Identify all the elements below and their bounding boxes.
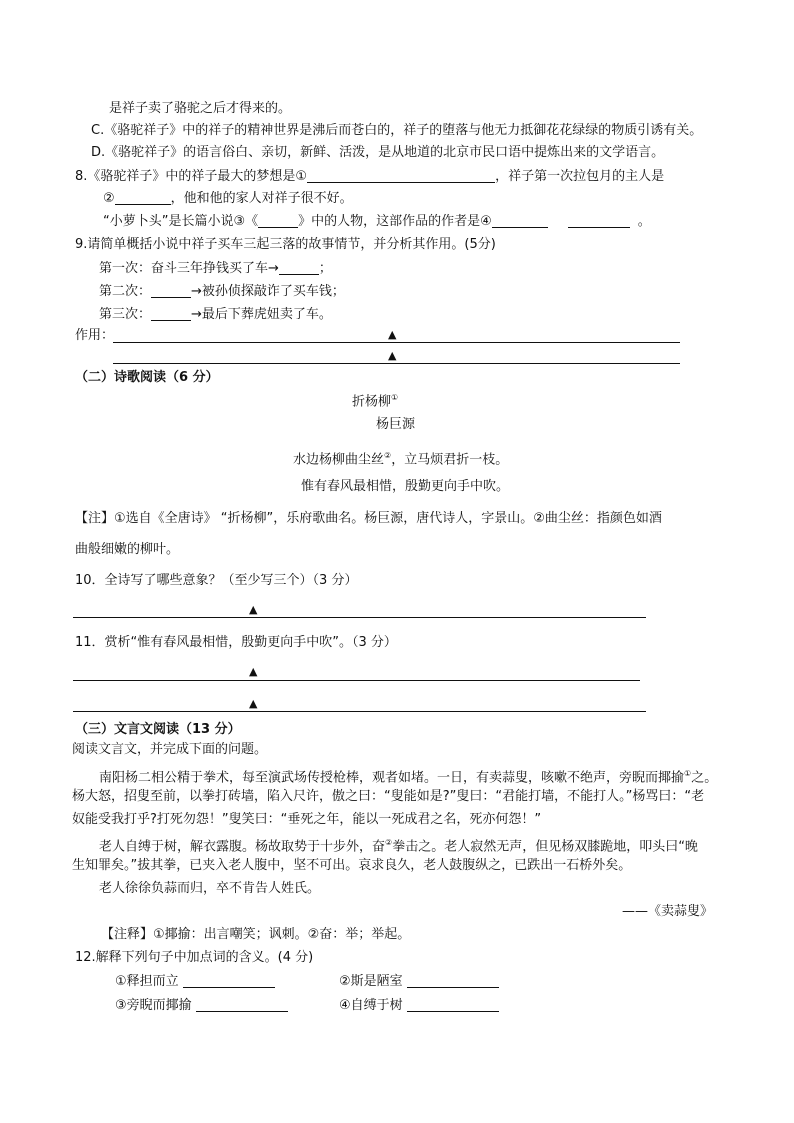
answer-line[interactable] (73, 617, 646, 618)
q8-text-a: 8.《骆驼祥子》中的祥子最大的梦想是① (75, 169, 308, 184)
question-11: 11．赏析“惟有春风最相惜，殷勤更向手中吹”。（3 分） (75, 635, 397, 650)
poem-section-heading: （二）诗歌阅读（6 分） (75, 370, 219, 385)
q9-second: 第二次： →被孙侦探敲诈了买车钱； (99, 284, 345, 299)
answer-line[interactable] (113, 342, 680, 343)
option-b-continuation: 是祥子卖了骆驼之后才得来的。 (109, 101, 292, 116)
q12-item-1: ①释担而立 (115, 973, 275, 991)
answer-marker: ▲ (388, 349, 397, 362)
answer-blank-4a[interactable] (492, 213, 548, 228)
answer-blank-1[interactable] (307, 168, 495, 183)
passage-p2-line1: 老人自缚于树，解衣露腹。杨故取势于十步外，奋②拳击之。老人寂然无声，但见杨双膝跪地，叩头曰“晚 (99, 838, 698, 855)
answer-line[interactable] (73, 680, 640, 681)
question-8-line3 (103, 213, 651, 231)
q9-third: 第三次： →最后下葬虎妞卖了车。 (99, 307, 332, 322)
question-8-line2 (103, 190, 353, 208)
passage-source: ——《卖蒜叟》 (622, 904, 714, 919)
option-c: C.《骆驼祥子》中的祥子的精神世界是沸后而苍白的，祥子的堕落与他无力抵御花花绿绿的物质引诱有关。 (91, 123, 703, 138)
q9-first: 第一次：奋斗三年挣钱买了车→ ； (99, 261, 332, 276)
q8-text-e: “小萝卜头”是长篇小说③《 (103, 214, 259, 229)
answer-line[interactable] (73, 711, 646, 712)
poem-title: 折杨柳① (352, 393, 399, 410)
answer-marker: ▲ (388, 328, 397, 341)
q9-blank-third[interactable] (151, 306, 191, 321)
option-d: D.《骆驼祥子》的语言俗白、亲切，新鲜、活泼，是从地道的北京市民口语中提炼出来的文学语言。 (91, 145, 665, 160)
answer-marker: ▲ (249, 603, 258, 616)
answer-line[interactable] (113, 363, 680, 364)
q12-item-2: ②斯是陋室 (339, 973, 499, 991)
poem-line-1: 水边杨柳曲尘丝②，立马烦君折一枝。 (293, 451, 509, 468)
q9-blank-first[interactable] (279, 260, 319, 275)
q12-blank-2[interactable] (407, 973, 499, 988)
q8-text-g: 。 (637, 214, 651, 229)
passage-p1-line2: 杨大怒，招叟至前，以拳打砖墙，陷入尺许，傲之曰：“叟能如是?”叟曰：“君能打墙，不能打人。”杨骂曰：“老 (72, 789, 705, 804)
poem-line-2: 惟有春风最相惜，殷勤更向手中吹。 (301, 479, 510, 494)
question-8-line1 (75, 168, 664, 186)
answer-marker: ▲ (249, 665, 258, 678)
question-10: 10．全诗写了哪些意象？（至少写三个）（3 分） (75, 573, 358, 588)
q8-text-f: 》中的人物，这部作品的作者是④ (298, 214, 492, 229)
answer-blank-3[interactable] (258, 213, 298, 228)
q12-item-4: ④自缚于树 (339, 997, 499, 1015)
q8-text-d: ，他和他的家人对祥子很不好。 (170, 191, 353, 206)
q12-blank-4[interactable] (407, 997, 499, 1012)
q9-effect-label: 作用： (75, 328, 115, 343)
q9-blank-second[interactable] (151, 283, 191, 298)
q12-blank-1[interactable] (183, 973, 275, 988)
classical-intro: 阅读文言文，并完成下面的问题。 (72, 742, 268, 757)
answer-marker: ▲ (249, 697, 258, 710)
classical-section-heading: （三）文言文阅读（13 分） (75, 722, 241, 737)
q12-item-3: ③旁睨而揶揄 (115, 997, 288, 1015)
q8-text-b: ，祥子第一次拉包月的主人是 (495, 169, 665, 184)
poem-note-line1: 【注】①选自《全唐诗》 “折杨柳”，乐府歌曲名。杨巨源，唐代诗人，字景山。②曲尘丝：指颜色如酒 (75, 511, 662, 526)
q8-text-c: ② (103, 191, 115, 206)
passage-p1-line3: 奴能受我打乎?打死勿怨！”叟笑曰：“垂死之年，能以一死成君之名，死亦何怨！” (72, 812, 542, 827)
passage-annotation: 【注释】①揶揄：出言嘲笑；讽刺。②奋：举；举起。 (101, 927, 411, 942)
q12-blank-3[interactable] (196, 997, 288, 1012)
question-9-title: 9.请简单概括小说中祥子买车三起三落的故事情节，并分析其作用。(5分) (75, 237, 496, 252)
passage-p3: 老人徐徐负蒜而归，卒不肯告人姓氏。 (99, 881, 321, 896)
poem-author: 杨巨源 (376, 417, 416, 432)
poem-note-line2: 曲般细嫩的柳叶。 (75, 542, 180, 557)
answer-blank-2[interactable] (115, 190, 171, 205)
answer-blank-4b[interactable] (568, 213, 630, 228)
passage-p2-line2: 生知罪矣。”拔其拳，已夹入老人腹中，坚不可出。哀求良久，老人鼓腹纵之，已跌出一石桥外矣。 (72, 858, 632, 873)
question-12: 12.解释下列句子中加点词的含义。(4 分) (75, 950, 314, 965)
passage-p1-line1: 南阳杨二相公精于拳术，每至演武场传授枪棒，观者如堵。一日，有卖蒜叟，咳嗽不绝声，旁睨而揶揄①之。 (99, 769, 718, 786)
